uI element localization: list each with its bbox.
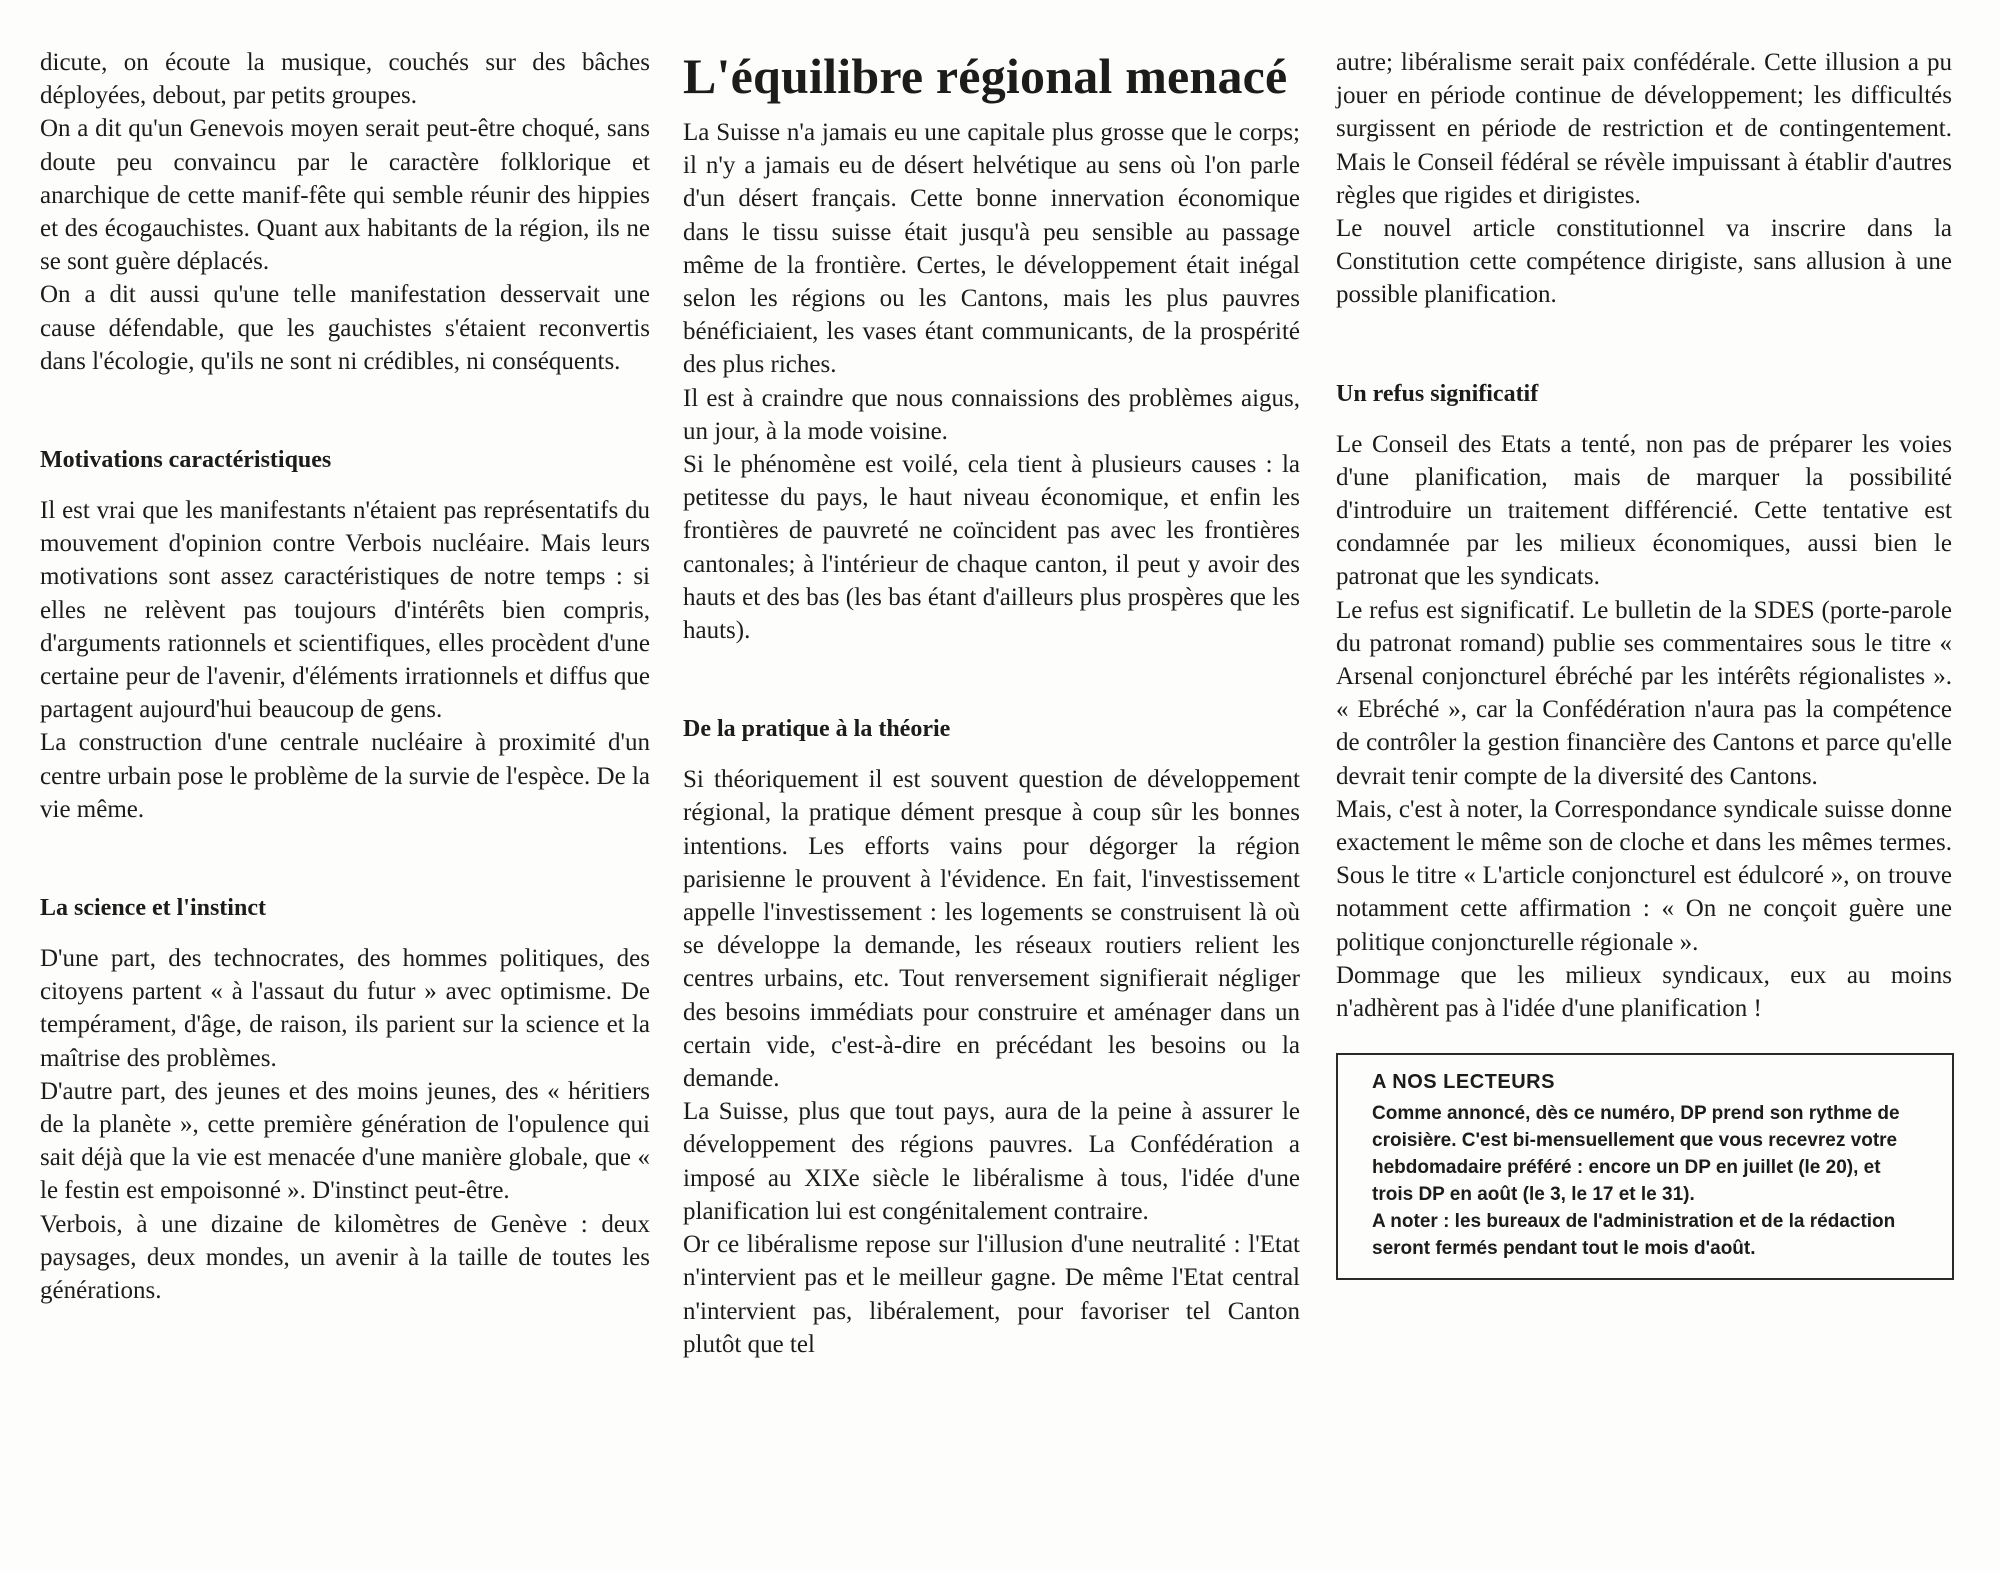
spacer xyxy=(40,826,650,892)
section-heading-pratique: De la pratique à la théorie xyxy=(683,716,951,743)
section-heading-refus: Un refus significatif xyxy=(1336,380,1539,407)
right-column xyxy=(1336,46,1952,1280)
spacer xyxy=(683,647,1300,713)
left-paragraph-7: D'autre part, des jeunes et des moins jeunes, des « héritiers de la planète », cette première génération de l'opulence qui sait déjà que la vie est menacée d'une manière globale, que « le festin est empoisonné ». D'instinct peut-être. xyxy=(40,1077,650,1205)
left-paragraph-6: D'une part, des technocrates, des hommes politiques, des citoyens partent « à l'assaut du futur » avec optimisme. De tempérament, d'âge, de raison, ils parient sur la science et la maîtrise des problèmes. xyxy=(40,945,650,1072)
left-paragraph-2: On a dit qu'un Genevois moyen serait peut-être choqué, sans doute peu convaincu par le caractère folklorique et anarchique de cette manif-fête qui semble réunir des hippies et des écogauchistes. Quant aux habitants de la région, ils ne se sont guère déplacés. xyxy=(40,115,650,276)
left-paragraph-1: dicute, on écoute la musique, couchés sur des bâches déployées, debout, par petits groupes. xyxy=(40,49,650,110)
left-paragraph-3: On a dit aussi qu'une telle manifestation desservait une cause défendable, que les gauchistes s'étaient reconvertis dans l'écologie, qu'ils ne sont ni crédibles, ni conséquents. xyxy=(40,281,650,375)
middle-paragraph-2: Il est à craindre que nous connaissions des problèmes aigus, un jour, à la mode voisine. xyxy=(683,384,1300,445)
left-paragraph-4: Il est vrai que les manifestants n'étaient pas représentatifs du mouvement d'opinion contre Verbois nucléaire. Mais leurs motivations sont assez caractéristiques de notre temps : si elles ne relèvent pas toujours d'intérêts bien compris, d'arguments rationnels et scientifiques, elles procèdent d'une certaine peur de l'avenir, d'éléments irrationnels et diffus que partagent aujourd'hui beaucoup de gens. xyxy=(40,497,650,724)
right-paragraph-2: Le nouvel article constitutionnel va inscrire dans la Constitution cette compétence dirigiste, sans allusion à une possible planification. xyxy=(1336,215,1952,309)
readers-notice-title: A NOS LECTEURS xyxy=(1372,1071,1555,1094)
readers-notice-box xyxy=(1336,1053,1954,1280)
middle-column xyxy=(683,44,1300,1361)
readers-notice-text-1: Comme annoncé, dès ce numéro, DP prend son rythme de croisière. C'est bi-mensuellement que vous recevrez votre hebdomadaire préféré : encore un DP en juillet (le 20), et trois DP en août (le 3, le 17 et le 31). xyxy=(1372,1103,1900,1206)
right-paragraph-6: Dommage que les milieux syndicaux, eux au moins n'adhèrent pas à l'idée d'une planification ! xyxy=(1336,961,1952,1023)
middle-paragraph-6: Or ce libéralisme repose sur l'illusion d'une neutralité : l'Etat n'intervient pas et le meilleur gagne. De même l'Etat central n'intervient pas, libéralement, pour favoriser tel Canton plutôt que tel xyxy=(683,1231,1300,1358)
section-heading-motivations: Motivations caractéristiques xyxy=(40,447,332,474)
middle-paragraph-1: La Suisse n'a jamais eu une capitale plus grosse que le corps; il n'y a jamais eu de désert helvétique au sens où l'on parle d'un désert français. Cette bonne innervation économique dans le tissu suisse était jusqu'à peu sensible au passage même de la frontière. Certes, le développement était inégal selon les régions ou les Cantons, mais les plus pauvres bénéficiaient, les vases étant communicants, de la prospérité des plus riches. xyxy=(683,119,1300,379)
spacer xyxy=(40,378,650,444)
right-paragraph-4: Le refus est significatif. Le bulletin de la SDES (porte-parole du patronat romand) publie ses commentaires sous le titre « Arsenal conjoncturel ébréché par les intérêts régionalistes ». « Ebréché », car la Confédération n'aura pas la compétence de contrôler la gestion financière des Cantons et parce qu'elle devrait tenir compte de la diversité des Cantons. xyxy=(1336,596,1952,790)
left-paragraph-8: Verbois, à une dizaine de kilomètres de Genève : deux paysages, deux mondes, un avenir à la taille de toutes les générations. xyxy=(40,1210,650,1305)
middle-paragraph-5: La Suisse, plus que tout pays, aura de la peine à assurer le développement des régions pauvres. La Confédération a imposé au XIXe siècle le libéralisme à tous, l'idée d'une planification lui est congénitalement contraire. xyxy=(683,1098,1300,1225)
right-paragraph-3: Le Conseil des Etats a tenté, non pas de préparer les voies d'une planification, mais de marquer la possibilité d'introduire un traitement différencié. Cette tentative est condamnée par les milieux économiques, aussi bien le patronat que les syndicats. xyxy=(1336,430,1952,591)
middle-paragraph-4: Si théoriquement il est souvent question de développement régional, la pratique dément presque à coup sûr les bonnes intentions. Les efforts vains pour dégorger la région parisienne le prouvent à l'évidence. En fait, l'investissement appelle l'investissement : les logements se construisent là où se développe la demande, les réseaux routiers relient les centres urbains, etc. Tout renversement signifierait négliger des besoins immédiats pour construire et aménager dans un certain vide, c'est-à-dire en précédant les besoins ou la demande. xyxy=(683,766,1300,1093)
left-column xyxy=(40,46,650,1307)
left-paragraph-5: La construction d'une centrale nucléaire à proximité d'un centre urbain pose le problème de la survie de l'espèce. De la vie même. xyxy=(40,729,650,823)
article-title: L'équilibre régional menacé xyxy=(683,48,1288,104)
spacer xyxy=(1336,312,1952,378)
middle-paragraph-3: Si le phénomène est voilé, cela tient à plusieurs causes : la petitesse du pays, le haut niveau économique, et enfin les frontières de pauvreté ne coïncident pas avec les frontières cantonales; à l'intérieur de chaque canton, il peut y avoir des hauts et des bas (les bas étant d'ailleurs plus prospères que les hauts). xyxy=(683,451,1300,645)
right-paragraph-5: Mais, c'est à noter, la Correspondance syndicale suisse donne exactement le même son de cloche et dans les mêmes termes. Sous le titre « L'article conjoncturel est édulcoré », on trouve notamment cette affirmation : « On ne conçoit guère une politique conjoncturelle régionale ». xyxy=(1336,795,1952,956)
right-paragraph-1: autre; libéralisme serait paix confédérale. Cette illusion a pu jouer en période continue de développement; les difficultés surgissent en période de restriction et de contingentement. Mais le Conseil fédéral se révèle impuissant à établir d'autres règles que rigides et dirigistes. xyxy=(1336,49,1952,209)
section-heading-science: La science et l'instinct xyxy=(40,895,266,922)
readers-notice-text-2: A noter : les bureaux de l'administration et de la rédaction seront fermés pendant tout le mois d'août. xyxy=(1372,1211,1896,1260)
